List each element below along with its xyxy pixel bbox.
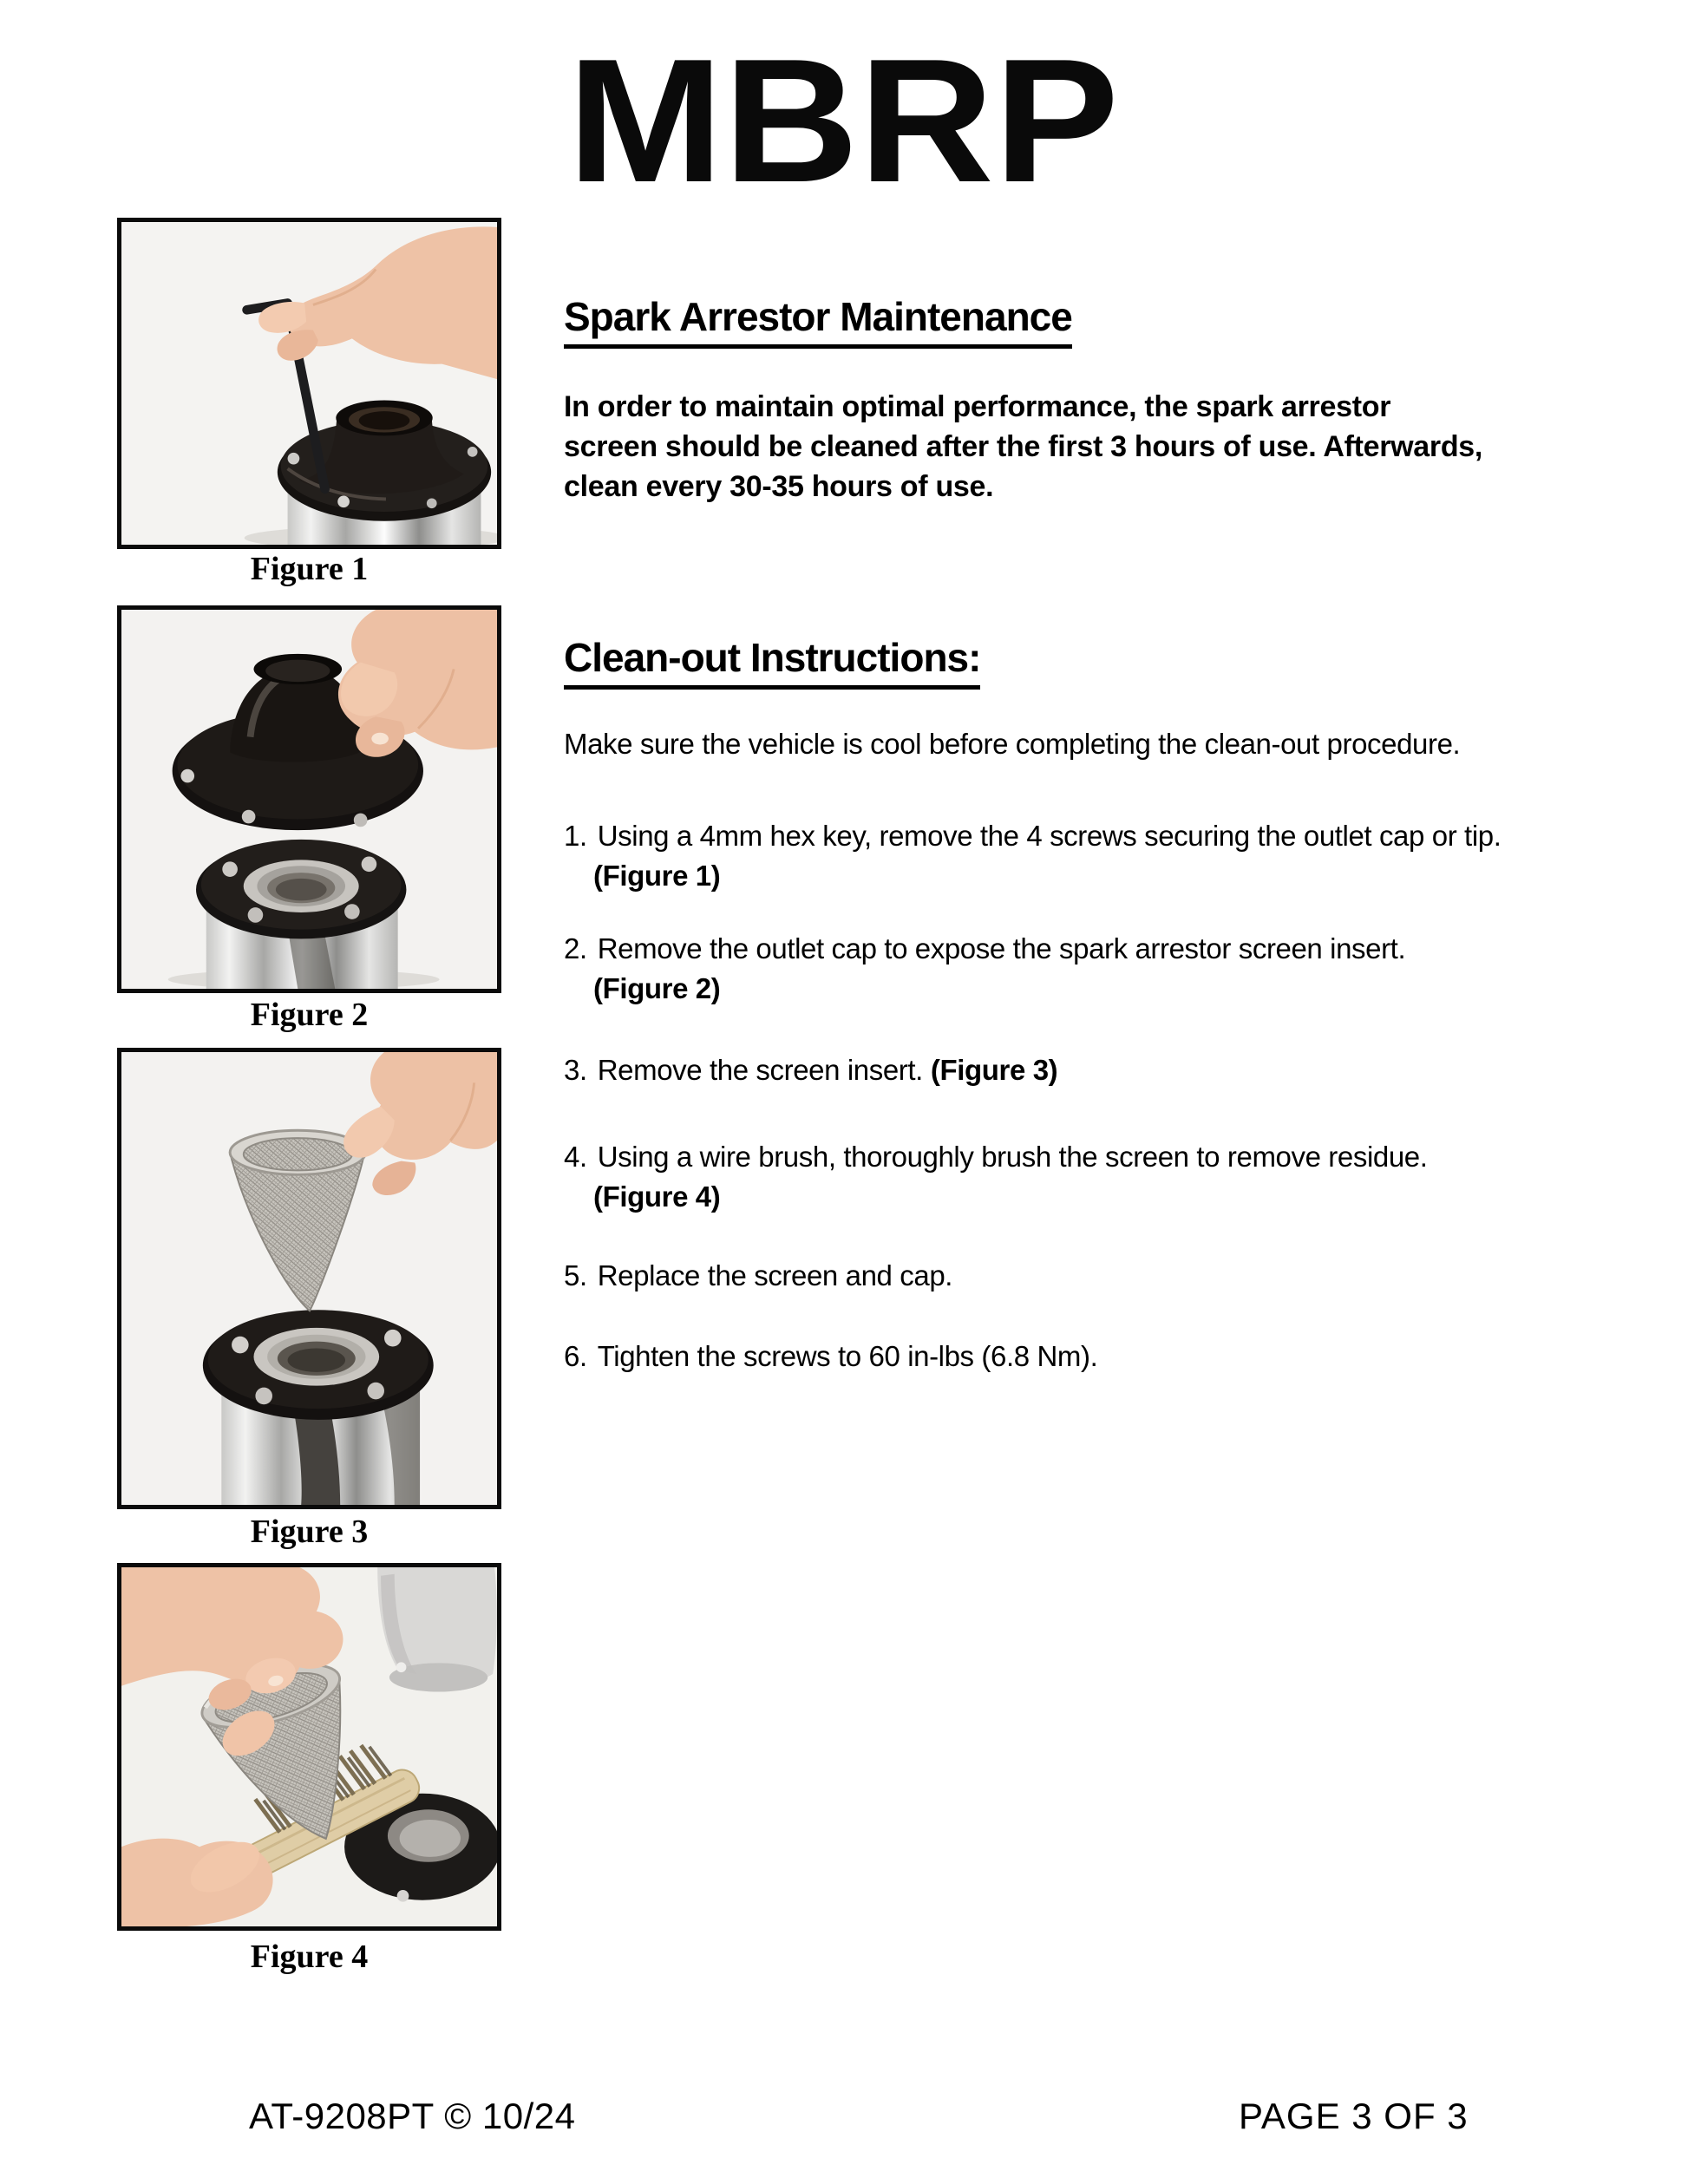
figure-reference: (Figure 1) — [593, 860, 721, 892]
step-number: 5. — [564, 1259, 587, 1291]
instruction-step-4 — [564, 1137, 1428, 1217]
cleanout-heading: Clean-out Instructions: — [564, 634, 980, 690]
figure-reference: (Figure 3) — [930, 1054, 1058, 1086]
instruction-step-3 — [564, 1050, 1057, 1090]
step-text: Remove the screen insert. — [597, 1054, 923, 1086]
figure-reference: (Figure 2) — [593, 972, 721, 1004]
figure-4-photo — [121, 1567, 497, 1926]
step-text: Remove the outlet cap to expose the spark arrestor screen insert. — [597, 932, 1406, 964]
figure-2-photo — [121, 610, 497, 989]
figure-4-caption: Figure 4 — [250, 1939, 369, 1975]
figure-1-image — [117, 218, 501, 549]
step-number: 2. — [564, 932, 587, 964]
cleanout-intro: Make sure the vehicle is cool before completing the clean-out procedure. — [564, 728, 1461, 760]
footer-page-number: PAGE 3 OF 3 — [1239, 2096, 1469, 2136]
figure-2-caption: Figure 2 — [250, 997, 369, 1033]
maintenance-line: clean every 30-35 hours of use. — [564, 470, 994, 503]
step-number: 6. — [564, 1340, 587, 1372]
step-line — [564, 1137, 1428, 1177]
instruction-step-6 — [564, 1337, 1097, 1376]
step-line — [564, 1050, 1057, 1090]
figure-2-image — [117, 605, 501, 993]
step-line — [564, 1337, 1097, 1376]
figure-reference: (Figure 4) — [593, 1180, 721, 1213]
footer-part-number: AT-9208PT © 10/24 — [249, 2096, 576, 2136]
figure-3-caption: Figure 3 — [250, 1514, 369, 1550]
step-text: Using a 4mm hex key, remove the 4 screws securing the outlet cap or tip. — [597, 820, 1502, 852]
step-text: Tighten the screws to 60 in-lbs (6.8 Nm). — [597, 1340, 1098, 1372]
instruction-step-1 — [564, 816, 1501, 896]
step-number: 3. — [564, 1054, 587, 1086]
maintenance-line: screen should be cleaned after the first 3 hours of use. Afterwards, — [564, 430, 1483, 463]
mbrp-logo-icon — [566, 50, 1121, 187]
step-text: Replace the screen and cap. — [597, 1259, 953, 1291]
mbrp-logo — [566, 50, 1121, 187]
figure-4-image — [117, 1563, 501, 1931]
step-line — [564, 929, 1405, 969]
step-number: 4. — [564, 1141, 587, 1173]
mbrp-logo-text: MBRP — [567, 50, 1119, 187]
instruction-step-2 — [564, 929, 1405, 1009]
step-number: 1. — [564, 820, 587, 852]
figure-3-image — [117, 1048, 501, 1509]
step-text: Using a wire brush, thoroughly brush the screen to remove residue. — [597, 1141, 1428, 1173]
maintenance-heading: Spark Arrestor Maintenance — [564, 293, 1072, 349]
maintenance-paragraph — [564, 387, 1482, 507]
figure-1-caption: Figure 1 — [250, 551, 369, 587]
step-line — [564, 1256, 952, 1296]
figure-3-photo — [121, 1052, 497, 1505]
maintenance-line: In order to maintain optimal performance, the spark arrestor — [564, 390, 1391, 423]
step-line — [564, 816, 1501, 856]
instruction-step-5 — [564, 1256, 952, 1296]
figure-1-photo — [121, 222, 497, 545]
